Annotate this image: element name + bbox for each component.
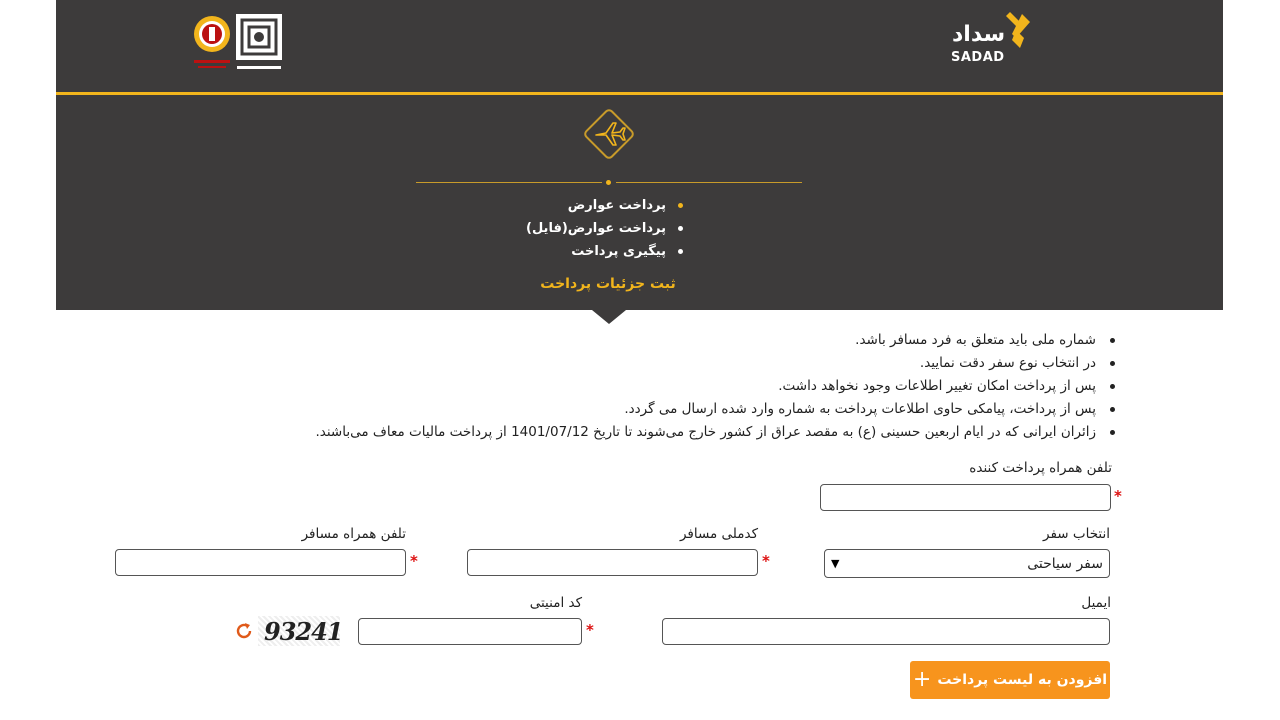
page-title: ثبت جزئیات پرداخت bbox=[540, 276, 676, 292]
payer-phone-input[interactable] bbox=[820, 484, 1111, 511]
nav-item-toll-payment-file[interactable]: پرداخت عوارض(فایل) bbox=[430, 219, 686, 242]
required-mark: * bbox=[410, 552, 418, 570]
service-nav bbox=[430, 196, 686, 265]
refresh-icon[interactable] bbox=[234, 621, 254, 641]
national-code-input[interactable] bbox=[467, 549, 758, 576]
traveler-phone-input[interactable] bbox=[115, 549, 406, 576]
required-mark: * bbox=[586, 621, 594, 639]
nav-item-toll-payment[interactable]: پرداخت عوارض bbox=[430, 196, 686, 219]
nav-item-payment-tracking[interactable]: پیگیری پرداخت bbox=[430, 242, 686, 265]
note-item: زائران ایرانی که در ایام اربعین حسینی (ع) به مقصد عراق از کشور خارج می‌شوند تا تاریخ 1401/07/12 از پرداخت مالیات معاف می‌باشند. bbox=[240, 422, 1120, 445]
required-mark: * bbox=[1114, 487, 1122, 505]
note-item: پس از پرداخت، پیامکی حاوی اطلاعات پرداخت به شماره وارد شده ارسال می گردد. bbox=[240, 399, 1120, 422]
national-code-label: کدملی مسافر bbox=[679, 526, 758, 542]
sadad-brand-en: SADAD bbox=[951, 50, 1005, 65]
trip-select-label: انتخاب سفر bbox=[1043, 526, 1110, 542]
add-to-payment-list-button[interactable] bbox=[910, 661, 1110, 699]
traveler-phone-label: تلفن همراه مسافر bbox=[301, 526, 406, 542]
tax-organization-logo-icon bbox=[234, 12, 284, 74]
note-item: پس از پرداخت امکان تغییر اطلاعات وجود نخواهد داشت. bbox=[240, 376, 1120, 399]
email-input[interactable] bbox=[662, 618, 1110, 645]
captcha-image bbox=[258, 616, 343, 646]
note-item: شماره ملی باید متعلق به فرد مسافر باشد. bbox=[240, 330, 1120, 353]
hero-divider-left bbox=[416, 182, 602, 183]
airplane-icon bbox=[580, 105, 638, 163]
trip-type-selected-value: سفر سیاحتی bbox=[1027, 555, 1103, 572]
email-label: ایمیل bbox=[1081, 595, 1111, 611]
captcha-label: کد امنیتی bbox=[529, 595, 582, 611]
required-mark: * bbox=[762, 552, 770, 570]
trip-type-select[interactable] bbox=[824, 549, 1110, 578]
note-item: در انتخاب نوع سفر دقت نمایید. bbox=[240, 353, 1120, 376]
captcha-image-text: 93241 bbox=[264, 617, 343, 646]
bank-melli-logo-icon bbox=[192, 12, 232, 74]
plus-icon: + bbox=[912, 667, 932, 692]
notes-list bbox=[240, 330, 1120, 445]
chevron-down-icon: ▼ bbox=[831, 557, 840, 570]
hero-pointer bbox=[592, 310, 626, 324]
hero-divider-dot bbox=[606, 180, 611, 185]
hero-divider-right bbox=[616, 182, 802, 183]
captcha-input[interactable] bbox=[358, 618, 582, 645]
sadad-brand-fa: سداد bbox=[952, 22, 1006, 47]
payer-phone-label: تلفن همراه پرداخت کننده bbox=[969, 460, 1112, 476]
add-to-payment-list-label: افزودن به لیست پرداخت bbox=[937, 672, 1108, 688]
